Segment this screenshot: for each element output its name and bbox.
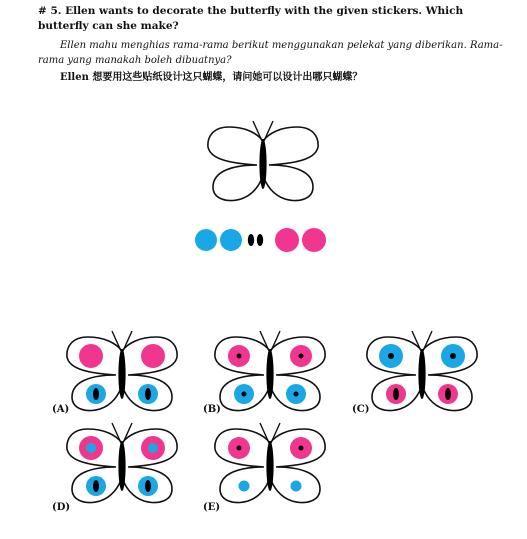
blank-butterfly-image (204, 113, 322, 213)
option-d-butterfly[interactable] (63, 420, 181, 510)
question-chinese: Ellen 想要用这些贴纸设计这只蝴蝶，请问她可以设计出哪只蝴蝶？ (60, 72, 363, 83)
sticker-black-oval (248, 234, 254, 246)
question-malay-text: Ellen mahu menghias rama-rama berikut menggunakan pelekat yang diberikan. Rama-rama yang manakah boleh dibuatnya? (38, 40, 503, 66)
question-english-text: Ellen wants to decorate the butterfly with the given stickers. Which butterfly can she make? (38, 5, 464, 32)
option-e-label[interactable]: (E) (203, 502, 221, 513)
stickers-row (195, 227, 335, 253)
option-b-butterfly[interactable] (211, 328, 329, 418)
option-d-label[interactable]: (D) (52, 502, 71, 513)
option-a-label[interactable]: (A) (52, 404, 70, 415)
sticker-blue-circle (220, 229, 242, 251)
option-a-butterfly[interactable] (63, 328, 181, 418)
question-malay (38, 38, 508, 68)
sticker-black-oval (257, 234, 263, 246)
question-number: # 5. (38, 5, 62, 17)
sticker-pink-circle (302, 228, 326, 252)
question-english (38, 4, 508, 34)
sticker-blue-circle (195, 229, 217, 251)
option-c-butterfly[interactable] (363, 328, 481, 418)
option-c-label[interactable]: (C) (352, 404, 370, 415)
sticker-pink-circle (275, 228, 299, 252)
option-e-butterfly[interactable] (211, 420, 329, 510)
option-b-label[interactable]: (B) (203, 404, 221, 415)
